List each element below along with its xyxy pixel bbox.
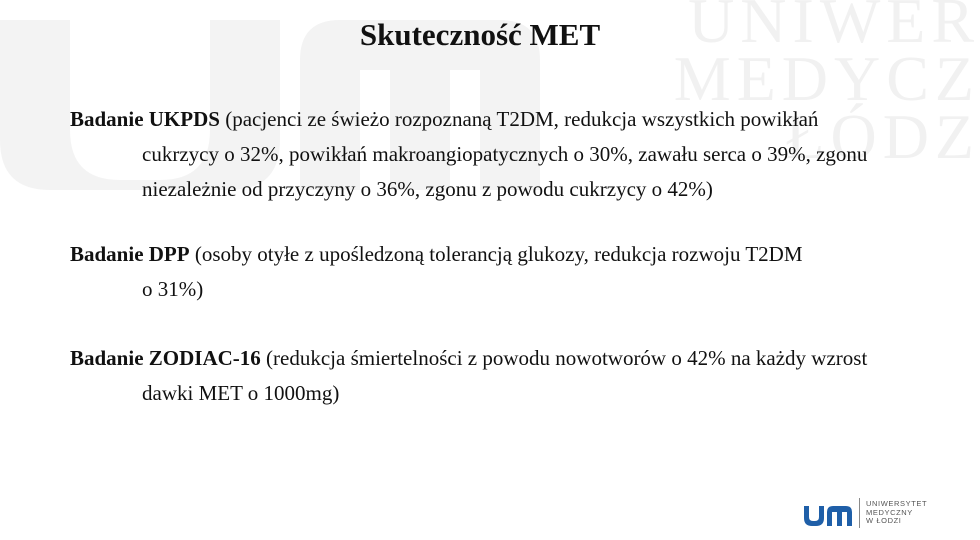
- watermark-line-2: MEDYCZ: [673, 43, 980, 114]
- paragraph-dpp: [70, 237, 890, 307]
- paragraph-zodiac: [70, 341, 890, 411]
- logo-divider: [859, 498, 860, 528]
- logo-text: [866, 500, 927, 526]
- university-logo: [800, 496, 950, 532]
- paragraph-ukpds-lead: Badanie UKPDS: [70, 107, 220, 131]
- paragraph-zodiac-body: (redukcja śmiertelności z powodu nowotworów o 42% na każdy wzrost dawki MET o 1000mg): [142, 346, 868, 405]
- um-logo-icon: [804, 504, 852, 526]
- logo-line-1: UNIWERSYTET: [866, 499, 928, 508]
- page-title: Skuteczność MET: [359, 17, 601, 52]
- paragraph-dpp-lead: Badanie DPP: [70, 242, 190, 266]
- paragraph-dpp-line1: [70, 237, 890, 272]
- paragraph-ukpds-body: (pacjenci ze świeżo rozpoznaną T2DM, redukcja wszystkich powikłań cukrzycy o 32%, powikłań makroangiopatycznych o 30%, zawału serca o 39%, zgonu niezależnie od przyczyny o 36%, zgonu z powodu cukrzycy o 42%): [142, 107, 868, 201]
- paragraph-zodiac-lead: Badanie ZODIAC-16: [70, 346, 261, 370]
- watermark-line-3: ŁÓDZ: [785, 101, 980, 172]
- watermark-line-1: UNIWER: [688, 0, 980, 56]
- content-body: [70, 102, 890, 441]
- paragraph-ukpds: [70, 102, 890, 207]
- paragraph-dpp-body-line1: (osoby otyłe z upośledzoną tolerancją glukozy, redukcja rozwoju T2DM: [189, 242, 803, 266]
- paragraph-dpp-body-line2: o 31%): [142, 277, 204, 301]
- logo-line-3: W ŁODZI: [866, 516, 902, 525]
- logo-line-2: MEDYCZNY: [866, 507, 913, 517]
